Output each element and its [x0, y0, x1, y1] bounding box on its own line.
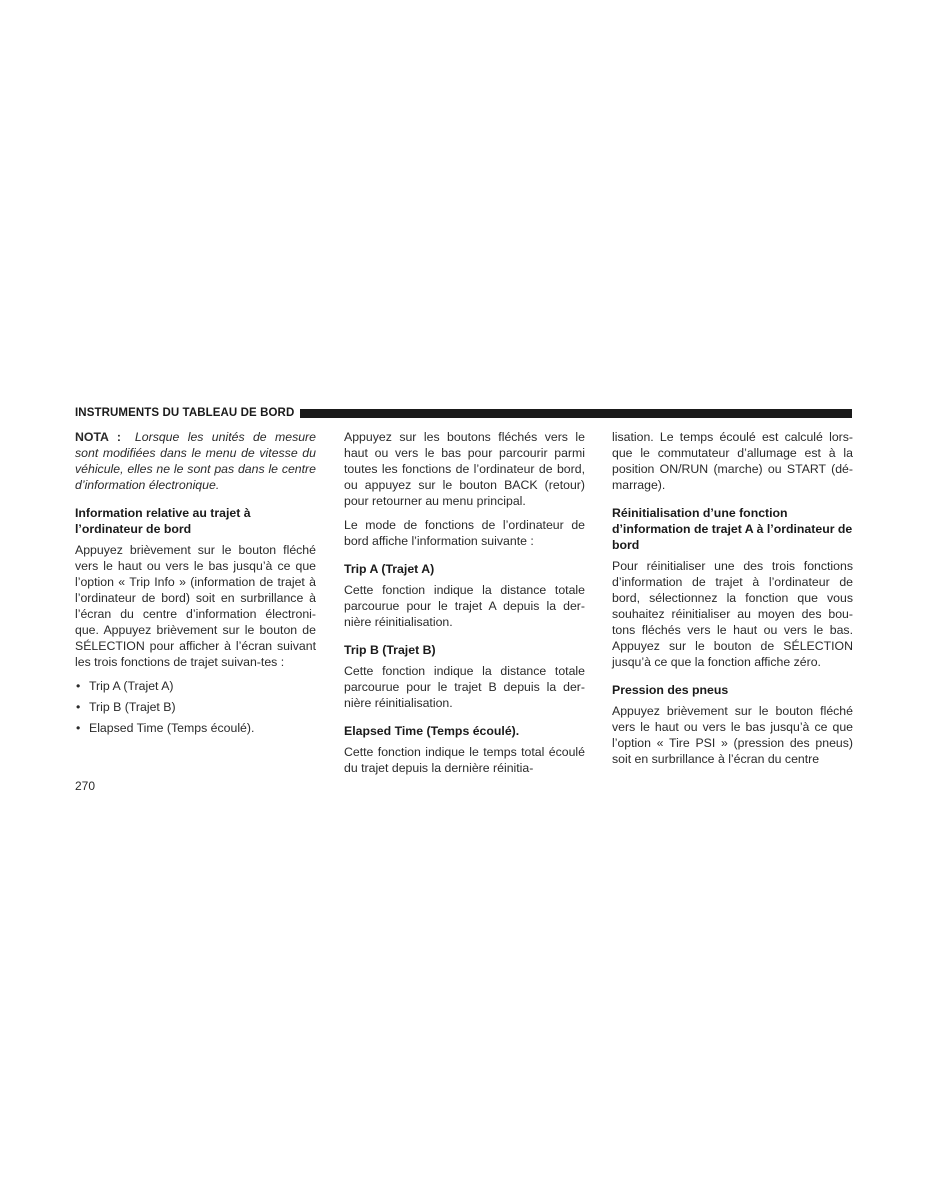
- paragraph-trip-b: Cette fonction indique la distance totale parcourue pour le trajet B depuis la der-nière réinitialisation.: [344, 664, 585, 710]
- heading-reset: Réinitialisation d’une fonction d’information de trajet A à l’ordinateur de bord: [612, 506, 853, 552]
- paragraph-elapsed-cont: lisation. Le temps écoulé est calculé lors-que le commutateur d’allumage est à la position ON/RUN (marche) ou START (dé-marrage).: [612, 430, 853, 492]
- section-title: INSTRUMENTS DU TABLEAU DE BORD: [75, 407, 295, 419]
- page-number: 270: [75, 779, 96, 793]
- note-paragraph: [75, 429, 316, 493]
- heading-trip-b: Trip B (Trajet B): [344, 643, 436, 657]
- list-item: • Elapsed Time (Temps écoulé).: [75, 720, 316, 736]
- header-rule: [300, 409, 852, 418]
- list-item: • Trip A (Trajet A): [75, 678, 316, 694]
- column-2: [344, 429, 585, 784]
- column-1: [75, 429, 316, 741]
- paragraph-reset: Pour réinitialiser une des trois fonctions d’information de trajet à l’ordinateur de bord, sélectionnez la fonction que vous souhaitez réinitialiser au moyen des bou-tons fléchés vers le haut ou vers le bas. Appuyez sur le bouton de SÉLECTION jusqu’à ce que la fonction affiche zéro.: [612, 559, 853, 669]
- heading-trip-a: Trip A (Trajet A): [344, 562, 435, 576]
- note-label: NOTA :: [75, 430, 121, 444]
- heading-tire-pressure: Pression des pneus: [612, 683, 729, 697]
- heading-trip-info: Information relative au trajet à l’ordinateur de bord: [75, 506, 251, 536]
- paragraph-elapsed-time: Cette fonction indique le temps total écoulé du trajet depuis la dernière réinitia-: [344, 745, 585, 775]
- column-3: [612, 429, 853, 775]
- paragraph-trip-info: Appuyez brièvement sur le bouton fléché vers le haut ou vers le bas jusqu’à ce que l’option « Trip Info » (information de trajet à l’ordinateur de bord) soit en surbrillance à l’écran du centre d’information électroni-que. Appuyez brièvement sur le bouton de SÉLECTION pour afficher à l’écran suivant les trois fonctions de trajet suivan-tes :: [75, 543, 316, 669]
- paragraph-tire-pressure: Appuyez brièvement sur le bouton fléché vers le haut ou vers le bas jusqu’à ce que l’option « Tire PSI » (pression des pneus) soit en surbrillance à l’écran du centre: [612, 704, 853, 766]
- paragraph-mode: Le mode de fonctions de l’ordinateur de bord affiche l’information suivante :: [344, 518, 585, 548]
- note-text: Lorsque les unités de mesure sont modifiées dans le menu de vitesse du véhicule, elles ne le sont pas dans le centre d’information électronique.: [75, 430, 316, 492]
- list-item: • Trip B (Trajet B): [75, 699, 316, 715]
- trip-functions-list: [75, 678, 316, 736]
- paragraph-navigation: Appuyez sur les boutons fléchés vers le haut ou vers le bas pour parcourir parmi toutes les fonctions de l’ordinateur de bord, ou appuyez sur le bouton BACK (retour) pour retourner au menu principal.: [344, 430, 585, 508]
- paragraph-trip-a: Cette fonction indique la distance totale parcourue pour le trajet A depuis la der-nière réinitialisation.: [344, 583, 585, 629]
- heading-elapsed-time: Elapsed Time (Temps écoulé).: [344, 724, 520, 738]
- section-header: [75, 406, 852, 420]
